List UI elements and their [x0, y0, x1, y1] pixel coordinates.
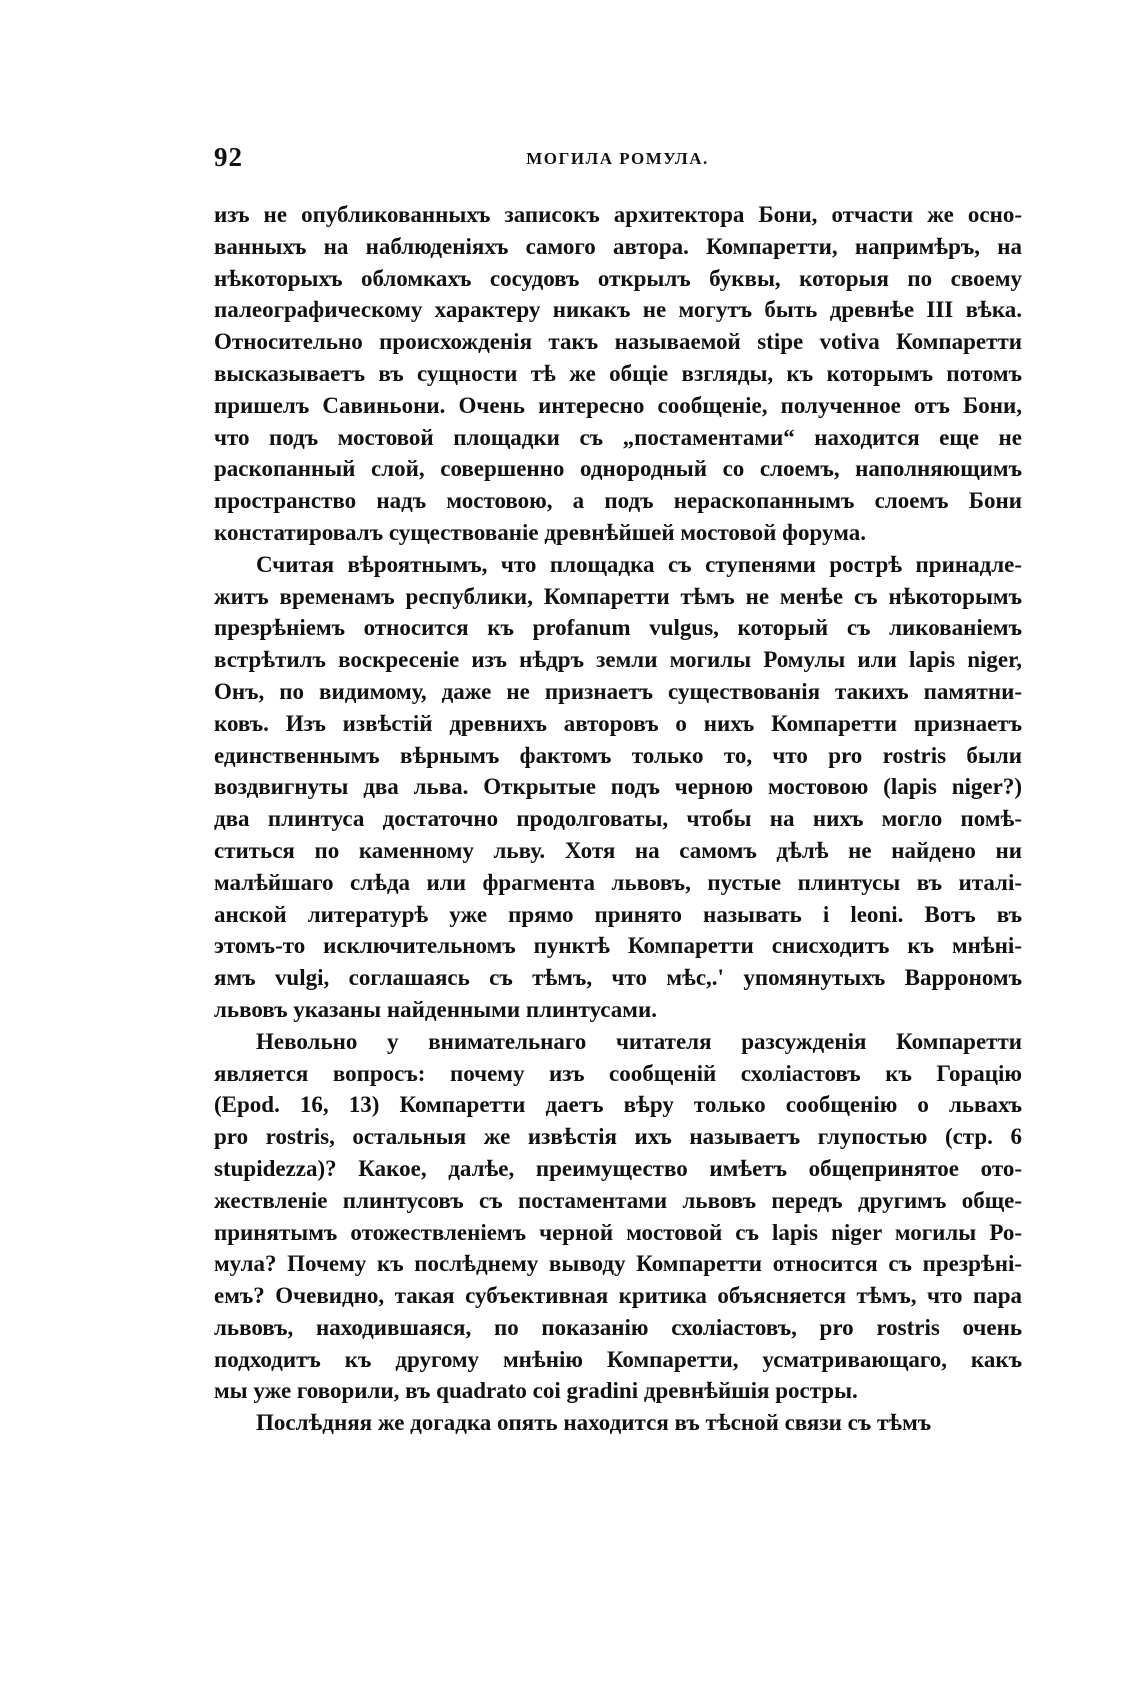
- text-line: анской литературѣ уже прямо принято называть i leoni. Вотъ въ: [214, 901, 1022, 927]
- text-line: этомъ-то исключительномъ пунктѣ Компаретти снисходитъ къ мнѣні-: [214, 933, 1022, 959]
- text-line: мула? Почему къ послѣднему выводу Компаретти относится съ презрѣні-: [214, 1251, 1022, 1277]
- text-line: презрѣніемъ относится къ profanum vulgus, который съ ликованіемъ: [214, 615, 1022, 641]
- text-line: житъ временамъ республики, Компаретти тѣмъ не менѣе съ нѣкоторымъ: [214, 583, 1022, 609]
- text-line: что подъ мостовой площадки съ „постаментами“ находится еще не: [214, 424, 1022, 450]
- text-line: ямъ vulgi, соглашаясь съ тѣмъ, что мѣс,.' упомянутыхъ Варрономъ: [214, 965, 1022, 991]
- text-line: ститься по каменному льву. Хотя на самомъ дѣлѣ не найдено ни: [214, 837, 1022, 863]
- text-line: pro rostris, остальныя же извѣстія ихъ называетъ глупостью (стр. 6: [214, 1124, 1022, 1150]
- body-text: [214, 199, 1022, 1439]
- text-line: львовъ, находившаяся, по показанію схоліастовъ, pro rostris очень: [214, 1314, 1022, 1340]
- text-line: принятымъ отожествленіемъ черной мостовой съ lapis niger могилы Ро-: [214, 1219, 1022, 1245]
- text-line: малѣйшаго слѣда или фрагмента львовъ, пустые плинтусы въ италі-: [214, 869, 1022, 895]
- text-line: является вопросъ: почему изъ сообщеній схоліастовъ къ Горацію: [214, 1060, 1022, 1086]
- text-line: ковъ. Изъ извѣстій древнихъ авторовъ о нихъ Компаретти признаетъ: [214, 710, 1022, 736]
- text-line: жествленіе плинтусовъ съ постаментами львовъ передъ другимъ обще-: [214, 1187, 1022, 1213]
- paragraph: [214, 1407, 1022, 1439]
- text-line: раскопанный слой, совершенно однородный со слоемъ, наполняющимъ: [214, 456, 1022, 482]
- text-line: палеографическому характеру никакъ не могутъ быть древнѣе III вѣка.: [214, 297, 1022, 323]
- text-line: два плинтуса достаточно продолговаты, чтобы на нихъ могло помѣ-: [214, 806, 1022, 832]
- text-line: (Epod. 16, 13) Компаретти даетъ вѣру только сообщенію о львахъ: [214, 1092, 1022, 1118]
- running-title: МОГИЛА РОМУЛА.: [526, 149, 709, 168]
- text-line: емъ? Очевидно, такая субъективная критика объясняется тѣмъ, что пара: [214, 1283, 1022, 1309]
- text-line: пришелъ Савиньони. Очень интересно сообщеніе, полученное отъ Бони,: [214, 392, 1022, 418]
- text-line: мы уже говорили, въ quadrato coi gradini древнѣйшія ростры.: [214, 1378, 858, 1404]
- text-line: пространство надъ мостовою, а подъ нераскопаннымъ слоемъ Бони: [214, 488, 1022, 514]
- text-line: stupidezza)? Какое, далѣе, преимущество имѣетъ общепринятое ото-: [214, 1155, 1022, 1181]
- text-line: высказываетъ въ сущности тѣ же общіе взгляды, къ которымъ потомъ: [214, 360, 1022, 386]
- text-line: единственнымъ вѣрнымъ фактомъ только то, что pro rostris были: [214, 742, 1022, 768]
- paragraph: [214, 199, 1022, 549]
- text-line: Относительно происхожденія такъ называемой stipe votiva Компаретти: [214, 329, 1022, 355]
- text-line: встрѣтилъ воскресеніе изъ нѣдръ земли могилы Ромулы или lapis niger,: [214, 647, 1022, 673]
- text-line: львовъ указаны найденными плинтусами.: [214, 996, 657, 1022]
- text-line: изъ не опубликованныхъ записокъ архитектора Бони, отчасти же осно-: [214, 202, 1022, 227]
- paragraph: [214, 1026, 1022, 1408]
- text-line: Послѣдняя же догадка опять находится въ тѣсной связи съ тѣмъ: [256, 1410, 932, 1436]
- text-line: подходитъ къ другому мнѣнію Компаретти, усматривающаго, какъ: [214, 1346, 1022, 1372]
- text-line: воздвигнуты два льва. Открытые подъ черною мостовою (lapis niger?): [214, 774, 1022, 800]
- text-line: Онъ, по видимому, даже не признаетъ существованія такихъ памятни-: [214, 678, 1022, 704]
- text-line: нѣкоторыхъ обломкахъ сосудовъ открылъ буквы, которыя по своему: [214, 265, 1022, 291]
- paragraph: [214, 549, 1022, 1026]
- text-line: Невольно у внимательнаго читателя разсужденія Компаретти: [256, 1028, 1022, 1054]
- running-header: [210, 138, 1025, 178]
- text-line: Считая вѣроятнымъ, что площадка съ ступенями рострѣ принадле-: [256, 551, 1022, 577]
- text-line: констатировалъ существованіе древнѣйшей мостовой форума.: [214, 519, 866, 545]
- text-line: ванныхъ на наблюденіяхъ самого автора. Компаретти, напримѣръ, на: [214, 233, 1022, 259]
- page-number: 92: [214, 142, 243, 172]
